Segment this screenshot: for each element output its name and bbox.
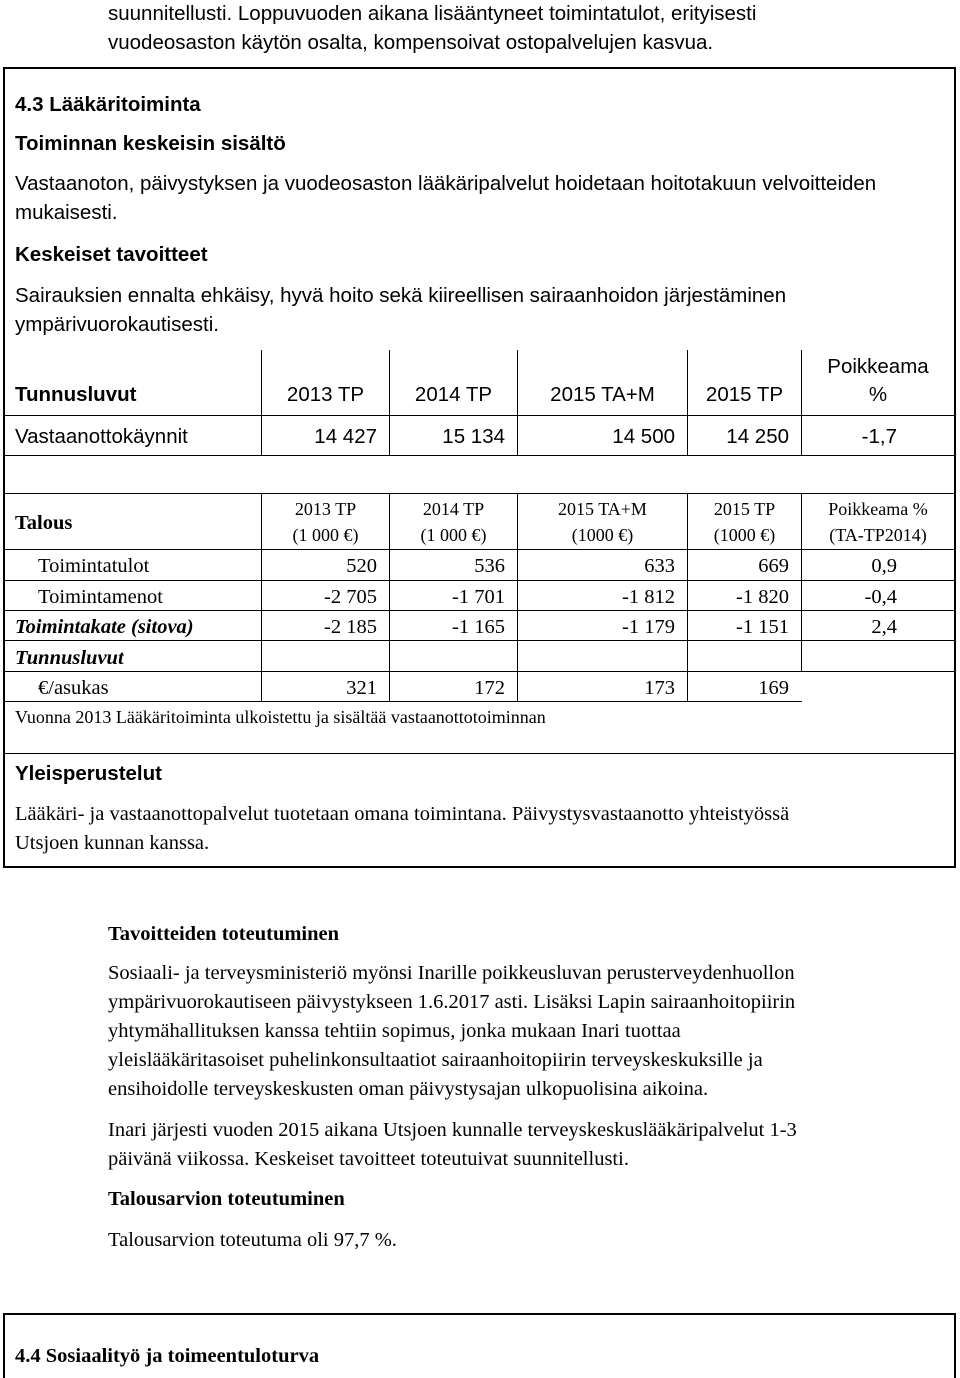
finance-col-deviation-unit: (TA-TP2014) — [829, 525, 927, 545]
finance-cell: 2,4 — [871, 616, 897, 638]
goals-heading: Keskeiset tavoitteet — [15, 243, 208, 266]
per-capita-label: €/asukas — [38, 677, 109, 699]
finance-col-2015-tam: 2015 TA+M — [558, 499, 647, 519]
finance-col-2013-unit: (1 000 €) — [292, 525, 359, 545]
kpi-header-label: Tunnusluvut — [15, 383, 137, 406]
next-section-heading: 4.4 Sosiaalityö ja toimeentuloturva — [15, 1345, 320, 1367]
kpi-header-2014: 2014 TP — [414, 383, 493, 406]
per-capita-cell: 321 — [346, 677, 377, 699]
finance-cell: 536 — [474, 555, 505, 577]
finance-col-2014-unit: (1 000 €) — [420, 525, 487, 545]
finance-col-2015-tam-unit: (1000 €) — [571, 525, 634, 545]
per-capita-cell: 173 — [644, 677, 675, 699]
finance-col-2015-tp: 2015 TP — [713, 499, 776, 519]
outcome-p2-line: Inari järjesti vuoden 2015 aikana Utsjoen kunnalle terveyskeskuslääkäripalvelut 1-3 — [108, 1119, 797, 1141]
kpi-row-deviation: -1,7 — [861, 425, 897, 448]
intro-line-2: vuodeosaston käytön osalta, kompensoivat ostopalvelujen kasvua. — [108, 31, 714, 54]
finance-cell: -1 179 — [622, 616, 675, 638]
finance-row-label-binding: Toimintakate (sitova) — [15, 616, 194, 638]
outcome-p2-line: päivänä viikossa. Keskeiset tavoitteet toteutuivat suunnitellusti. — [108, 1148, 629, 1170]
finance-cell: -2 705 — [324, 586, 377, 608]
kpi-header-2015-tam: 2015 TA+M — [550, 383, 655, 406]
finance-cell: -1 151 — [736, 616, 789, 638]
outcome-p1-line: ympärivuorokautiseen päivystykseen 1.6.2017 asti. Lisäksi Lapin sairaanhoitopiirin — [108, 991, 796, 1013]
kpi-row-2013: 14 427 — [314, 425, 377, 448]
finance-cell: -1 812 — [622, 586, 675, 608]
outcome-p1-line: ensihoidolle terveyskeskusten oman päivystysajan ulkopuolisina aikoina. — [108, 1078, 709, 1100]
outcome-p1-line: yleislääkäritasoiset puhelinkonsultaatiot sairaanhoitopiirin terveyskeskuksille ja — [108, 1049, 763, 1071]
per-capita-cell: 169 — [758, 677, 789, 699]
content-line-1: Vastaanoton, päivystyksen ja vuodeosaston lääkäripalvelut hoidetaan hoitotakuun velvoitteiden — [15, 172, 877, 195]
kpi-header-2015-tp: 2015 TP — [705, 383, 784, 406]
content-heading: Toiminnan keskeisin sisältö — [15, 132, 286, 155]
finance-col-2015-tp-unit: (1000 €) — [713, 525, 776, 545]
finance-cell: -2 185 — [324, 616, 377, 638]
kpi-row-2015-tp: 14 250 — [726, 425, 789, 448]
finance-cell: 633 — [644, 555, 675, 577]
kpi-row-2014: 15 134 — [442, 425, 505, 448]
budget-heading: Talousarvion toteutuminen — [108, 1188, 345, 1210]
finance-cell: -1 701 — [452, 586, 505, 608]
kpi-row-label: Vastaanottokäynnit — [15, 425, 188, 448]
finance-cell: -1 820 — [736, 586, 789, 608]
outcome-heading: Tavoitteiden toteutuminen — [108, 923, 340, 945]
finance-cell: 0,9 — [871, 555, 897, 577]
finance-row-label: Toimintamenot — [38, 586, 163, 608]
finance-cell: -1 165 — [452, 616, 505, 638]
finance-title: Talous — [15, 512, 73, 534]
per-capita-cell: 172 — [474, 677, 505, 699]
goals-line-1: Sairauksien ennalta ehkäisy, hyvä hoito sekä kiireellisen sairaanhoidon järjestäminen — [15, 284, 787, 307]
rationale-line-1: Lääkäri- ja vastaanottopalvelut tuotetaan omana toimintana. Päivystysvastaanotto yhteistyössä — [15, 803, 790, 825]
kpi-header-2013: 2013 TP — [286, 383, 365, 406]
outcome-p1-line: Sosiaali- ja terveysministeriö myönsi Inarille poikkeusluvan perusterveydenhuollon — [108, 962, 795, 984]
budget-text: Talousarvion toteutuma oli 97,7 %. — [108, 1229, 397, 1251]
kpi-header-percent: % — [868, 383, 888, 406]
finance-col-2014: 2014 TP — [422, 499, 485, 519]
section-heading: 4.3 Lääkäritoiminta — [15, 93, 201, 116]
kpi-row-2015-tam: 14 500 — [612, 425, 675, 448]
kpi-header-deviation: Poikkeama — [827, 355, 929, 378]
finance-cell: 520 — [346, 555, 377, 577]
outcome-p1-line: yhtymähallituksen kanssa tehtiin sopimus, jonka mukaan Inari tuottaa — [108, 1020, 681, 1042]
rationale-heading: Yleisperustelut — [15, 762, 162, 785]
finance-col-2013: 2013 TP — [294, 499, 357, 519]
finance-col-deviation: Poikkeama % — [828, 499, 928, 519]
finance-cell: 669 — [758, 555, 789, 577]
goals-line-2: ympärivuorokautisesti. — [15, 313, 219, 336]
finance-note: Vuonna 2013 Lääkäritoiminta ulkoistettu ja sisältää vastaanottotoiminnan — [15, 707, 546, 727]
content-line-2: mukaisesti. — [15, 201, 118, 224]
finance-kpi-label: Tunnusluvut — [15, 647, 124, 669]
finance-row-label: Toimintatulot — [38, 555, 150, 577]
rationale-line-2: Utsjoen kunnan kanssa. — [15, 832, 210, 854]
intro-line-1: suunnitellusti. Loppuvuoden aikana lisääntyneet toimintatulot, erityisesti — [108, 2, 757, 25]
finance-cell: -0,4 — [864, 586, 897, 608]
